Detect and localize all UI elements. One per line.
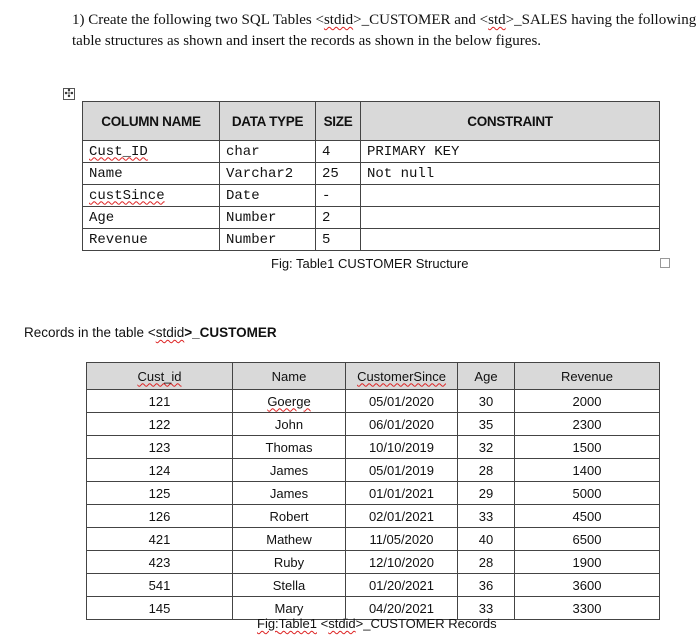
table-cell: [83, 141, 220, 163]
table-row: [83, 185, 660, 207]
table-cell: 33: [458, 505, 515, 528]
caption-part: Fig:: [257, 616, 279, 631]
table-cell: 1900: [515, 551, 660, 574]
table-row: [83, 207, 660, 229]
table-row: [87, 482, 660, 505]
question-text: [72, 10, 697, 51]
question-part: >_SALES having the following table structures as shown and insert the records as shown in the below figures.: [72, 12, 697, 49]
table-row: [87, 413, 660, 436]
table-cell: [361, 207, 660, 229]
table-cell: 1400: [515, 459, 660, 482]
table-row: [83, 141, 660, 163]
table-cell: 36: [458, 574, 515, 597]
column-header: SIZE: [316, 102, 361, 141]
table-cell: [233, 390, 346, 413]
table-row: [87, 390, 660, 413]
table-cell: Mary: [233, 597, 346, 620]
table-row: [87, 505, 660, 528]
table-cell: 145: [87, 597, 233, 620]
table-row: [87, 574, 660, 597]
table-cell: James: [233, 459, 346, 482]
question-part: std: [488, 12, 506, 28]
table-cell: 32: [458, 436, 515, 459]
table-cell: Ruby: [233, 551, 346, 574]
table-cell: 2300: [515, 413, 660, 436]
table-cell: 423: [87, 551, 233, 574]
records-heading: [24, 325, 277, 340]
table-row: [87, 459, 660, 482]
table-cell: 124: [87, 459, 233, 482]
table-cell: Revenue: [83, 229, 220, 251]
table-cell: 02/01/2021: [346, 505, 458, 528]
figure-caption: [257, 616, 497, 631]
caption-part: stdid: [328, 616, 356, 631]
column-header: DATA TYPE: [220, 102, 316, 141]
table-cell: 29: [458, 482, 515, 505]
caption-part: Table1: [278, 616, 317, 631]
heading-part: >_CUSTOMER: [184, 325, 277, 340]
structure-header-row: [83, 102, 660, 141]
table-cell: 2000: [515, 390, 660, 413]
table-cell: 4500: [515, 505, 660, 528]
table-cell: 30: [458, 390, 515, 413]
table-cell: [83, 185, 220, 207]
table-cell: 126: [87, 505, 233, 528]
table-cell: Number: [220, 229, 316, 251]
table-row: [83, 163, 660, 185]
figure-caption: Fig: Table1 CUSTOMER Structure: [271, 256, 469, 271]
table-cell: Date: [220, 185, 316, 207]
table-row: [87, 436, 660, 459]
table-cell: -: [316, 185, 361, 207]
table-cell: 541: [87, 574, 233, 597]
records-header-row: [87, 363, 660, 390]
table-cell: 5: [316, 229, 361, 251]
table-cell: Age: [83, 207, 220, 229]
table-cell: 3600: [515, 574, 660, 597]
table-cell: Thomas: [233, 436, 346, 459]
table-cell: [361, 229, 660, 251]
table-cell: 05/01/2019: [346, 459, 458, 482]
heading-part: Records in the table <: [24, 325, 156, 340]
table-cell: Stella: [233, 574, 346, 597]
table-cell: 40: [458, 528, 515, 551]
table-cell: 01/20/2021: [346, 574, 458, 597]
table-cell: 121: [87, 390, 233, 413]
table-cell: 421: [87, 528, 233, 551]
table-cell: 123: [87, 436, 233, 459]
column-header: Name: [233, 363, 346, 390]
heading-part: stdid: [155, 325, 185, 340]
table-cell: 28: [458, 551, 515, 574]
table-row: [87, 528, 660, 551]
caption-part: <: [316, 616, 329, 631]
structure-table: [82, 101, 660, 251]
table-cell: 28: [458, 459, 515, 482]
cell-text: Goerge: [267, 393, 311, 409]
table-cell: 12/10/2020: [346, 551, 458, 574]
table-row: [87, 551, 660, 574]
table-cell: James: [233, 482, 346, 505]
cell-text: custSince: [89, 187, 165, 204]
table-cell: 10/10/2019: [346, 436, 458, 459]
table-cell: 11/05/2020: [346, 528, 458, 551]
table-move-handle-icon[interactable]: ✣: [64, 88, 74, 100]
cell-text: Cust_ID: [89, 143, 148, 160]
table-cell: 01/01/2021: [346, 482, 458, 505]
table-cell: 4: [316, 141, 361, 163]
table-cell: Number: [220, 207, 316, 229]
table-cell: Name: [83, 163, 220, 185]
table-cell: Mathew: [233, 528, 346, 551]
table-cell: 6500: [515, 528, 660, 551]
table-cell: 1500: [515, 436, 660, 459]
table-cell: 122: [87, 413, 233, 436]
header-text: Cust_id: [137, 368, 182, 384]
caption-part: >_CUSTOMER Records: [355, 616, 497, 631]
table-cell: 06/01/2020: [346, 413, 458, 436]
table-cell: [361, 185, 660, 207]
question-part: >_CUSTOMER and <: [353, 12, 489, 28]
table-cell: 2: [316, 207, 361, 229]
table-cell: 25: [316, 163, 361, 185]
column-header: Age: [458, 363, 515, 390]
column-header: COLUMN NAME: [83, 102, 220, 141]
table-cell: 33: [458, 597, 515, 620]
question-part: stdid: [323, 12, 354, 28]
column-header: CONSTRAINT: [361, 102, 660, 141]
table-cell: 05/01/2020: [346, 390, 458, 413]
table-cell: char: [220, 141, 316, 163]
table-cell: 04/20/2021: [346, 597, 458, 620]
header-text: CustomerSince: [357, 368, 446, 384]
table-cell: 5000: [515, 482, 660, 505]
table-cell: Not null: [361, 163, 660, 185]
column-header: [346, 363, 458, 390]
table-cell: John: [233, 413, 346, 436]
table-cell: PRIMARY KEY: [361, 141, 660, 163]
table-cell: Varchar2: [220, 163, 316, 185]
records-table: [86, 362, 660, 620]
table-cell: Robert: [233, 505, 346, 528]
column-header: Revenue: [515, 363, 660, 390]
table-row: [83, 229, 660, 251]
table-resize-handle[interactable]: [660, 258, 670, 268]
question-part: 1) Create the following two SQL Tables <: [72, 12, 324, 28]
table-cell: 3300: [515, 597, 660, 620]
column-header: [87, 363, 233, 390]
table-cell: 125: [87, 482, 233, 505]
table-cell: 35: [458, 413, 515, 436]
